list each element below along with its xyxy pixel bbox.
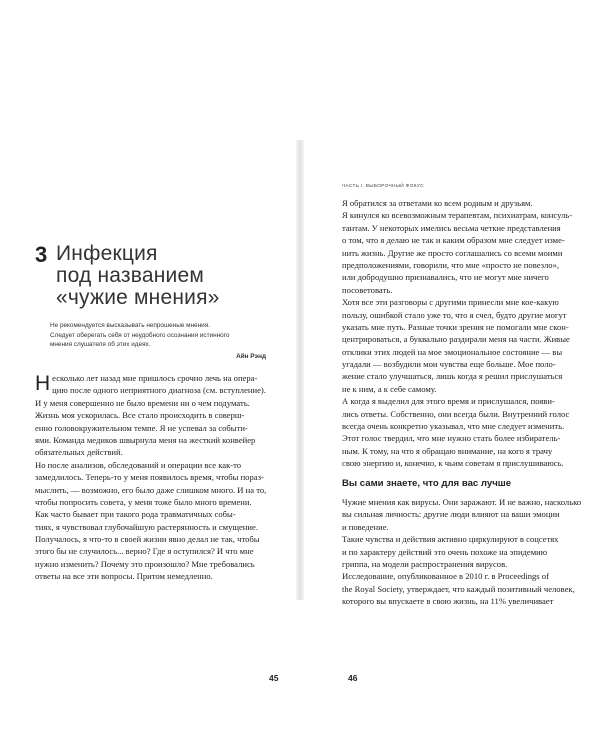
page-number-left: 45 <box>269 673 279 683</box>
chapter-number: 3 <box>35 242 48 267</box>
text-line: нужно изменить? Почему это произошло? Мне требовались <box>35 558 255 569</box>
text-line: енно головокружительном темпе. Я не успевал за событи- <box>35 422 248 433</box>
text-line: всегда очень конкретно указывал, что мне следует изменить. <box>342 421 565 432</box>
text-line: посоветовать. <box>342 284 393 295</box>
text-line: Исследование, опубликованное в 2010 г. в Proceedings of <box>342 571 549 582</box>
text-line: Такие чувства и действия активно циркулируют в соцсетях <box>342 534 559 545</box>
text-line: и поведение. <box>342 521 389 532</box>
text-line: лись ответы. Собственно, они всегда были. Внутренний голос <box>342 408 570 419</box>
text-line: тантам. У некоторых имелись весьма четкие представления <box>342 222 561 233</box>
text-line: о том, что я делаю не так и каким образом мне следует изме- <box>342 235 565 246</box>
text-line: и по характеру действий это очень похоже на эпидемию <box>342 546 548 557</box>
left-page <box>0 0 296 750</box>
text-line: Получалось, я что-то в своей жизни явно делал не так, чтобы <box>35 534 260 545</box>
text-line: есколько лет назад мне пришлось срочно лечь на опера- <box>52 373 258 383</box>
text-line: замедлилось. Теперь-то у меня появилось время, чтобы пораз- <box>35 472 264 483</box>
text-line: Но после анализов, обследований и операции все как-то <box>35 459 242 470</box>
text-line: the Royal Society, утверждает, что каждый позитивный человек, <box>342 583 575 594</box>
epigraph-line: Следует оберегать себя от неудобного осознания истинного <box>50 331 230 339</box>
book-gutter <box>296 140 304 600</box>
text-line: Этот голос твердил, что мне нужно стать более избиратель- <box>342 433 561 444</box>
text-line: вы сильная личность: другие люди влияют на ваши эмоции <box>342 509 560 520</box>
text-line: ным. К тому, на что я обращаю внимание, на кого я трачу <box>342 445 553 456</box>
epigraph <box>50 321 270 350</box>
text-line: отклики этих людей на мое эмоциональное состояние — вы <box>342 346 563 357</box>
right-body-text <box>342 197 582 608</box>
page-number-right: 46 <box>348 673 358 683</box>
text-line: Чужие мнения как вирусы. Они заражают. И не важно, насколько <box>342 497 582 507</box>
text-line: Жизнь моя ускорилась. Все стало происходить в соверш- <box>35 410 245 421</box>
text-line: нить жизнь. Другие же просто соглашались со всеми моими <box>342 247 563 258</box>
text-line: не к ним, а к себе самому. <box>342 383 437 394</box>
chapter-title-line: Инфекция <box>56 242 158 265</box>
epigraph-line: мнения слушателя об этих идеях. <box>50 341 151 348</box>
text-line: И у меня совершенно не было времени ни о чем подумать. <box>35 397 250 408</box>
text-line: Как часто бывает при такого рода травматичных собы- <box>35 509 236 520</box>
right-page <box>304 0 600 750</box>
text-line: чтобы попросить совета, у меня тоже было много времени. <box>35 496 252 507</box>
chapter-title-line: под названием <box>56 264 204 287</box>
text-line: указать мне путь. Разные точки зрения не помогали мне скон- <box>342 321 569 332</box>
text-line: центрироваться, а буквально раздирали меня на части. Живые <box>342 334 570 345</box>
running-head: ЧАСТЬ I. ВЫБОРОЧНЫЙ ФОКУС <box>342 184 424 189</box>
text-line: А когда я выделил для этого время и прислушался, появи- <box>342 396 555 407</box>
text-line: жение стало улучшаться, лишь когда я решил прислушаться <box>342 371 563 382</box>
text-line: угадали — возбудили мои чувства еще больше. Мое поло- <box>342 359 556 370</box>
text-line: мыслить, — возможно, его было даже слишком много. И на то, <box>35 484 267 495</box>
epigraph-line: Не рекомендуется высказывать непрошеные мнения. <box>50 322 210 329</box>
text-line: обязательных действий. <box>35 447 123 458</box>
chapter-title-line: «чужие мнения» <box>56 286 220 309</box>
text-line: пользу, ошибкой стало уже то, что я счел, будто другие могут <box>342 309 567 320</box>
text-line: тиях, я чувствовал глубочайшую растерянность и смущение. <box>35 521 258 532</box>
text-line: ответы на все эти вопросы. Притом немедленно. <box>35 571 213 582</box>
text-line: которого вы впускаете в свою жизнь, на 11% увеличивает <box>342 596 554 607</box>
text-line: гриппа, на модели распространения вирусов. <box>342 558 508 569</box>
text-line: Я обратился за ответами ко всем родным и друзьям. <box>342 198 533 208</box>
text-line: Я кинулся ко всевозможным терапевтам, психиатрам, консуль- <box>342 210 573 221</box>
text-line: цию после одного неприятного диагноза (см. вступление). <box>52 385 266 396</box>
text-line: ями. Команда медиков швырнула меня на жесткий конвейер <box>35 434 256 445</box>
text-line: свою энергию и, конечно, к чьим советам я прислушиваюсь. <box>342 458 564 469</box>
chapter-title <box>56 243 286 309</box>
drop-cap: Н <box>35 372 51 395</box>
text-line: предположениями, говорили, что мне «просто не повезло», <box>342 259 560 270</box>
left-body-text <box>35 372 280 583</box>
text-line: или добродушно признавались, что не могут мне ничего <box>342 272 549 283</box>
section-heading: Вы сами знаете, что для вас лучше <box>342 477 512 489</box>
text-line: этого бы не случилось... верно? Где я оступился? И что мне <box>35 546 254 557</box>
epigraph-author: Айн Рэнд <box>236 353 266 360</box>
text-line: Хотя все эти разговоры с другими принесли мне кое-какую <box>342 297 559 308</box>
